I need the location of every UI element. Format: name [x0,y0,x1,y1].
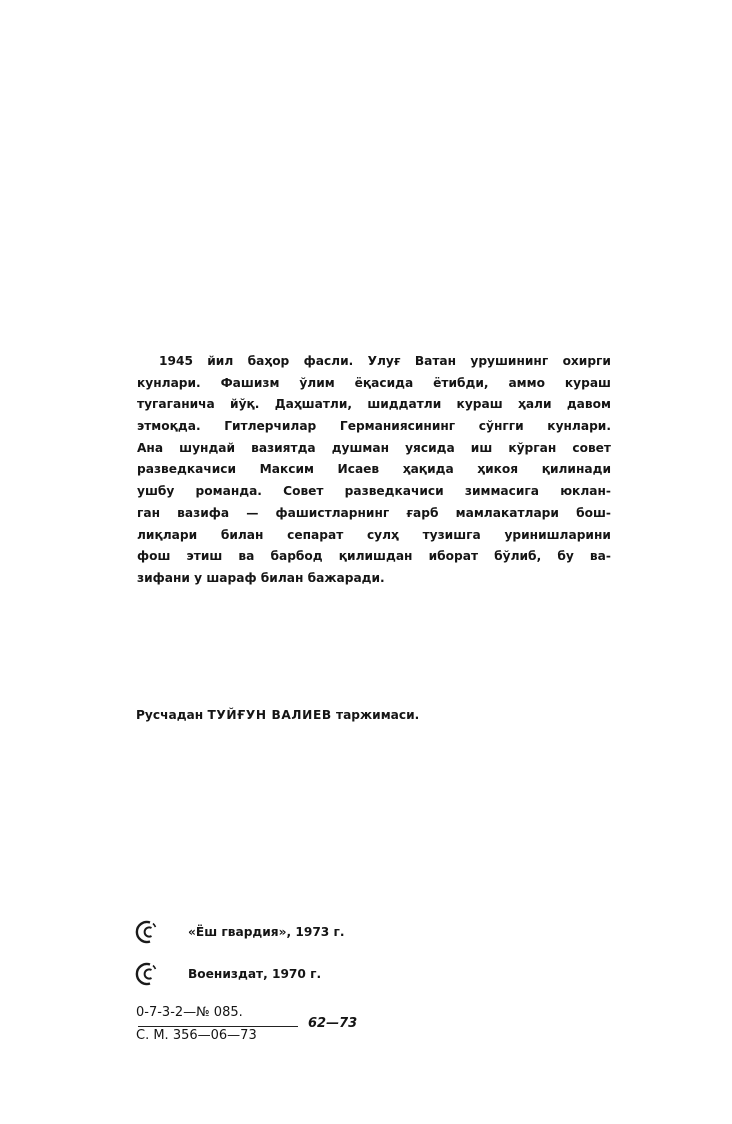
abstract-word: Улуғ [367,354,401,368]
abstract-word: Германиясининг [339,419,456,434]
abstract-word: қилинади [541,462,611,477]
abstract-word: кураш [564,375,611,390]
abstract-word: совет [572,440,611,455]
abstract-word: лиқлари [137,527,198,542]
abstract-word: бу [557,549,574,564]
abstract-word: йил [207,354,234,368]
abstract-line [137,503,611,525]
abstract-word: уясида [405,440,455,455]
abstract-line [137,438,611,460]
abstract-word: ган [137,505,161,520]
abstract-word: сепарат [287,527,344,542]
abstract-word: разведкачиси [344,484,444,499]
abstract-word: Фашизм [220,375,280,390]
abstract-word: Совет [283,484,324,499]
abstract-word: ва [238,549,255,564]
abstract-line [137,481,611,503]
abstract-word: ҳақида [402,462,454,477]
abstract-word: разведкачиси [137,462,237,477]
abstract-word: юклан- [560,484,611,499]
abstract-word: фасли. [303,354,354,368]
abstract-word: кураш [456,397,503,412]
abstract-word: кунлари. [547,419,611,434]
abstract-word: Гитлерчилар [224,419,317,434]
fraction-rule [138,1026,298,1027]
abstract-word: зиммасига [464,484,540,499]
abstract-word: кўрган [508,440,557,455]
abstract-word: вазиятда [251,440,316,455]
translator-suffix: таржимаси. [336,708,420,722]
abstract-word: Максим [259,462,314,477]
abstract-word: бўлиб, [494,549,542,564]
abstract-line-text: зифани у шараф билан бажаради. [137,570,385,585]
abstract-word: 1945 [159,354,193,368]
abstract-line [137,351,611,373]
abstract-word: давом [566,397,611,412]
copyright-line: Воениздат, 1970 г. [188,967,322,981]
abstract-word: кунлари. [137,375,201,390]
catalog-code-numerator: 0-7-3-2—№ 085. [136,1005,243,1020]
abstract-word: — [246,505,259,520]
abstract-word: иш [470,440,493,455]
abstract-word: Ана [137,440,164,455]
abstract-word: сулҳ [366,527,399,542]
abstract-word: романда. [195,484,262,499]
abstract-word: охирги [562,354,611,368]
copyright-row [134,919,345,945]
abstract-word: Ватан [414,354,457,368]
translator-name: ТУЙҒУН ВАЛИЕВ [207,708,332,722]
catalog-code-right: 62—73 [308,1016,358,1031]
abstract-word: йўқ. [230,397,260,412]
abstract-word: уринишларини [504,527,611,542]
abstract-word: вазифа [177,505,230,520]
abstract-word: иборат [428,549,479,564]
abstract-word: сўнгги [478,419,524,434]
abstract-word: урушининг [470,354,549,368]
abstract-word: ушбу [137,484,175,499]
copyright-row [134,961,321,987]
abstract-paragraph [137,351,611,590]
abstract-word: этиш [186,549,223,564]
abstract-word: мамлакатлари [455,505,559,520]
abstract-line [137,546,611,568]
abstract-word: этмоқда. [137,419,201,434]
abstract-line [137,373,611,395]
translator-prefix: Русчадан [136,708,204,722]
abstract-word: шиддатли [367,397,442,412]
abstract-word: ҳикоя [477,462,519,477]
catalog-code-denominator: С. М. 356—06—73 [136,1028,257,1043]
abstract-word: Исаев [337,462,380,477]
abstract-word: Даҳшатли, [274,397,353,412]
abstract-line [137,568,611,590]
abstract-word: шундай [179,440,236,455]
abstract-word: ва- [589,549,611,564]
abstract-word: қилишдан [338,549,413,564]
abstract-line [137,459,611,481]
abstract-word: аммо [508,375,545,390]
abstract-word: баҳор [247,354,290,368]
abstract-line [137,394,611,416]
copyright-icon [134,961,162,987]
abstract-word: тузишга [422,527,481,542]
abstract-word: ғарб [406,505,439,520]
abstract-word: барбод [270,549,323,564]
abstract-word: ёқасида [354,375,414,390]
abstract-word: ўлим [299,375,335,390]
abstract-word: душман [331,440,390,455]
abstract-word: фош [137,549,171,564]
abstract-word: ҳали [517,397,552,412]
abstract-word: билан [220,527,264,542]
abstract-word: тугаганича [137,397,215,412]
abstract-word: бош- [576,505,611,520]
copyright-line: «Ёш гвардия», 1973 г. [188,925,345,939]
abstract-word: фашистларнинг [275,505,390,520]
abstract-line [137,416,611,438]
copyright-icon [134,919,162,945]
abstract-line [137,525,611,547]
translator-credit [136,708,419,722]
abstract-word: ётибди, [433,375,489,390]
